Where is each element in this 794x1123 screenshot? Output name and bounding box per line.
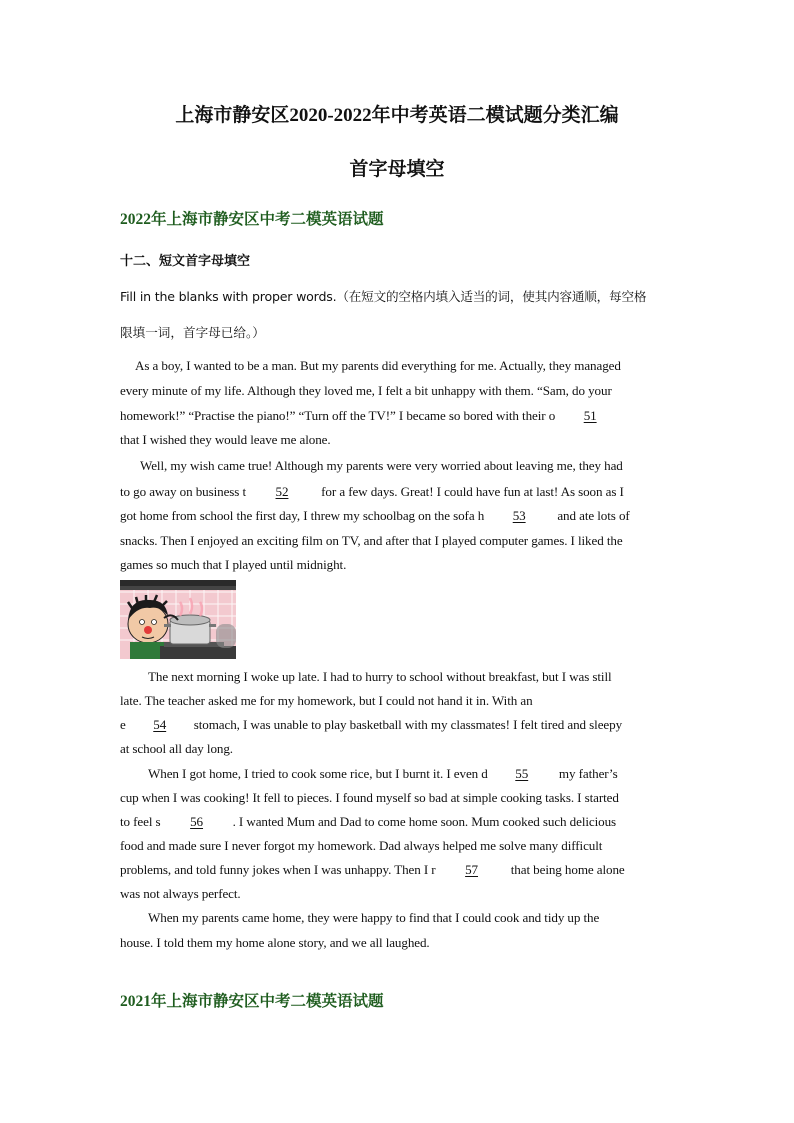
- p2-line-5: games so much that I played until midnight.: [120, 557, 347, 572]
- page-subtitle: 首字母填空: [349, 159, 445, 180]
- section-heading-2022: 2022年上海市静安区中考二模英语试题: [120, 211, 384, 228]
- p4-line-6: was not always perfect.: [120, 886, 241, 901]
- blank-56[interactable]: 56: [190, 814, 204, 829]
- p2-line-2: to go away on business t 52 for a few days. Great! I could have fun at last! As soon as I: [120, 484, 624, 499]
- p1-line-1: As a boy, I wanted to be a man. But my parents did everything for me. Actually, they managed: [135, 358, 621, 373]
- p2-line-1: Well, my wish came true! Although my parents were very worried about leaving me, they had: [140, 458, 623, 473]
- blank-51[interactable]: 51: [583, 408, 597, 423]
- p4-line-4: food and made sure I never forgot my homework. Dad always helped me solve many difficult: [120, 838, 603, 853]
- p5-line-2: house. I told them my home alone story, and we all laughed.: [120, 935, 430, 950]
- blank-52[interactable]: 52: [275, 484, 289, 499]
- section-heading-2021: 2021年上海市静安区中考二模英语试题: [120, 993, 384, 1010]
- p4-line-3: to feel s 56 . I wanted Mum and Dad to come home soon. Mum cooked such delicious: [120, 814, 617, 829]
- p4-line-2: cup when I was cooking! It fell to pieces. I found myself so bad at simple cooking tasks. I started: [120, 790, 619, 805]
- boy-cooking-illustration: [120, 580, 236, 659]
- instruction-line-1: Fill in the blanks with proper words.（在短文的空格内填入适当的词，使其内容通顺，每空格: [120, 289, 647, 304]
- blank-53[interactable]: 53: [512, 508, 526, 523]
- p4-line-5: problems, and told funny jokes when I was unhappy. Then I r 57 that being home alone: [120, 862, 625, 877]
- part-heading: 十二、短文首字母填空: [120, 254, 251, 269]
- blank-54[interactable]: 54: [153, 717, 167, 732]
- p2-line-4: snacks. Then I enjoyed an exciting film on TV, and after that I played computer games. I liked the: [120, 533, 623, 548]
- p3-line-3: e 54 stomach, I was unable to play basketball with my classmates! I felt tired and sleepy: [120, 717, 623, 732]
- p3-line-2: late. The teacher asked me for my homework, but I could not hand it in. With an: [120, 693, 533, 708]
- p1-line-3: homework!” “Practise the piano!” “Turn off the TV!” I became so bored with their o 51: [120, 408, 625, 424]
- p4-line-1: When I got home, I tried to cook some rice, but I burnt it. I even d 55 my father’s: [148, 766, 618, 781]
- p2-line-3: got home from school the first day, I threw my schoolbag on the sofa h 53 and ate lots of: [120, 508, 630, 523]
- p1-line-4: that I wished they would leave me alone.: [120, 432, 331, 447]
- page-title: 上海市静安区2020-2022年中考英语二模试题分类汇编: [175, 105, 619, 126]
- instruction-line-2: 限填一词，首字母已给。）: [120, 325, 265, 340]
- p5-line-1: When my parents came home, they were happy to find that I could cook and tidy up the: [148, 910, 600, 925]
- blank-55[interactable]: 55: [515, 766, 529, 781]
- blank-57[interactable]: 57: [465, 862, 479, 877]
- p3-line-4: at school all day long.: [120, 741, 233, 756]
- p1-line-2: every minute of my life. Although they loved me, I felt a bit unhappy with them. “Sam, do your: [120, 383, 612, 398]
- p3-line-1: The next morning I woke up late. I had to hurry to school without breakfast, but I was still: [148, 669, 612, 684]
